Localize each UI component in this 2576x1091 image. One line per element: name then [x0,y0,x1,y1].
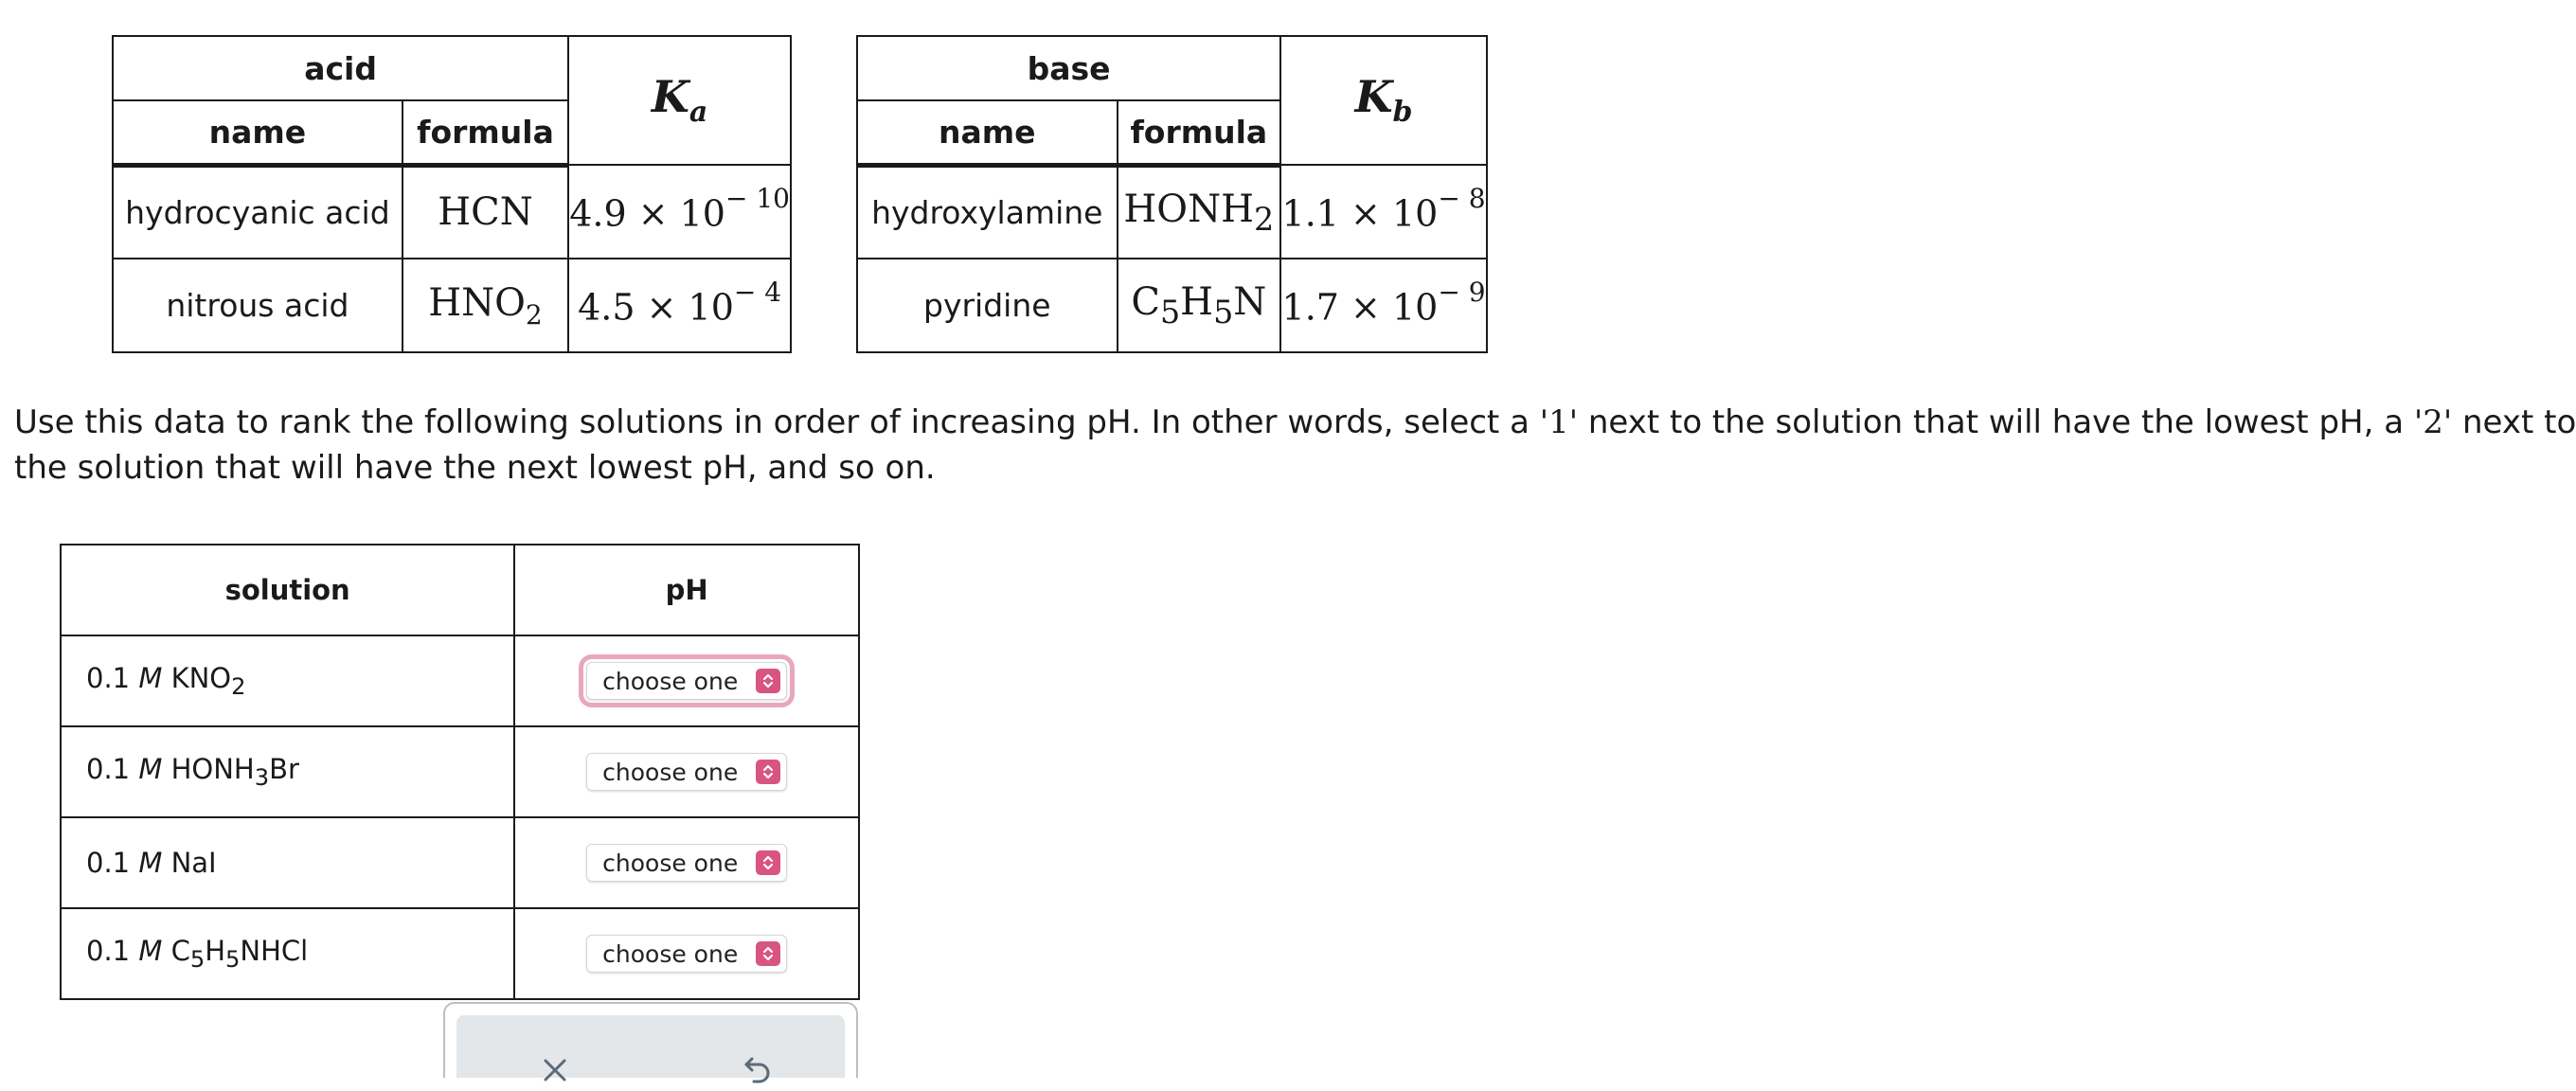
chevron-updown-icon [756,941,780,966]
close-icon[interactable] [538,1053,572,1091]
chevron-updown-icon [756,850,780,875]
base-name: pyridine [857,259,1118,352]
acid-formula: $HNO_2$ [402,259,568,352]
ph-cell [514,817,859,908]
ph-cell [514,635,859,726]
ka-value: $4.9 \times 10^{- 10}$ [568,165,791,259]
ka-header: $K_a$ [568,36,791,165]
kb-value: $1.7 \times 10^{- 9}$ [1280,259,1487,352]
select-label: choose one [602,758,739,786]
base-table [856,35,1488,353]
table-row [61,726,859,817]
solution-label: 0.1 M $KNO_2$ [61,635,514,726]
base-formula: $C_5H_5N$ [1118,259,1281,352]
acid-name-header: name [113,100,402,165]
acid-formula-header: formula [402,100,568,165]
base-name: hydroxylamine [857,165,1118,259]
table-row [61,635,859,726]
table-row [61,908,859,999]
kb-value: $1.1 \times 10^{- 8}$ [1280,165,1487,259]
table-row [113,165,791,259]
select-label: choose one [602,667,739,695]
ph-rank-select[interactable] [586,844,787,882]
undo-icon[interactable] [741,1053,775,1091]
acid-group-header: acid [113,36,568,100]
solution-label: 0.1 M $HONH_3Br$ [61,726,514,817]
kb-header: $K_b$ [1280,36,1487,165]
instructions-line-2: the solution that will have the next lowest pH, and so on. [14,449,936,487]
table-row [857,259,1487,352]
base-formula: $HONH_2$ [1118,165,1281,259]
solution-table [60,544,860,1000]
table-row [113,259,791,352]
base-name-header: name [857,100,1118,165]
solution-label: 0.1 M NaI [61,817,514,908]
instructions-text [14,400,2576,491]
table-row [857,165,1487,259]
solution-header: solution [61,545,514,635]
chevron-updown-icon [756,669,780,693]
acid-formula: HCN [402,165,568,259]
select-label: choose one [602,939,739,968]
chevron-updown-icon [756,760,780,784]
action-panel-inner [456,1015,845,1078]
ph-cell [514,908,859,999]
acid-name: hydrocyanic acid [113,165,402,259]
ph-rank-select[interactable] [586,662,787,700]
acid-name: nitrous acid [113,259,402,352]
ka-value: $4.5 \times 10^{- 4}$ [568,259,791,352]
ph-cell [514,726,859,817]
ph-header: pH [514,545,859,635]
table-row [61,817,859,908]
select-label: choose one [602,849,739,877]
base-group-header: base [857,36,1280,100]
acid-table [112,35,792,353]
base-formula-header: formula [1118,100,1281,165]
answer-action-panel [443,1002,858,1078]
instructions-line-1: Use this data to rank the following solutions in order of increasing pH. In other words, select a '1' next to the solution that will have the lowest pH, a '2' next to [14,403,2576,441]
ph-rank-select[interactable] [586,753,787,791]
solution-label: 0.1 M $C_5H_5NHCl$ [61,908,514,999]
ph-rank-select[interactable] [586,935,787,973]
